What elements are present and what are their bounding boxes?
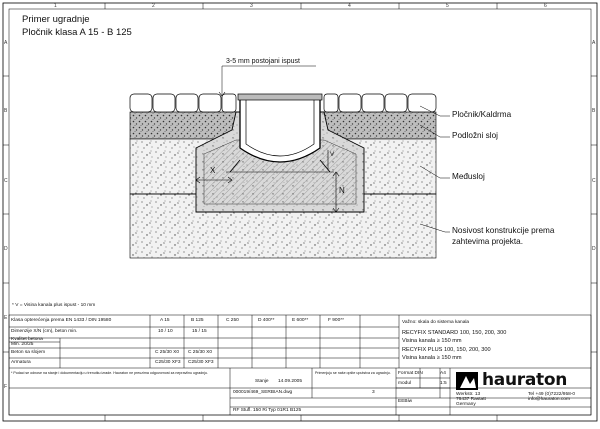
callout-ispust: 3-5 mm postojani ispust xyxy=(226,58,300,65)
grid-col-5: 5 xyxy=(446,3,449,9)
dim-b125: 15 / 15 xyxy=(192,329,207,334)
format-label: Format DIN xyxy=(398,371,423,376)
label-paving: Pločnik/Kaldrma xyxy=(452,110,512,119)
grid-col-2: 2 xyxy=(152,3,155,9)
grid-row-b: B xyxy=(4,108,8,114)
grid-row-c-right: C xyxy=(592,178,596,184)
company-logo-text: hauraton xyxy=(482,370,568,390)
grid-row-f: F xyxy=(4,384,8,390)
label-sublayer: Podložni sloj xyxy=(452,131,498,140)
grid-row-e: E xyxy=(4,315,8,321)
class-e600: E 600** xyxy=(292,318,309,323)
hauraton-logo-mark xyxy=(456,372,478,390)
module-label: modul xyxy=(398,381,412,386)
product-heading: Važno: skala do sistema kanala xyxy=(402,320,470,325)
dim-a15: 10 / 10 xyxy=(158,329,173,334)
product-line-4: Visina kanala ≥ 150 mm xyxy=(402,355,462,361)
reinf-a15: C25/30 XF3 xyxy=(155,360,181,365)
dim-n-label: N xyxy=(339,186,345,195)
drawing-subtitle: Pločnik klasa A 15 - B 125 xyxy=(22,27,132,38)
row-concrete-label: Kvalitet betona xyxy=(11,337,43,342)
row-reinforcement-label: Armatura xyxy=(11,360,31,365)
label-interlayer: Međusloj xyxy=(452,172,485,181)
product-line-3: RECYFIX PLUS 100, 150, 200, 300 xyxy=(402,347,491,353)
dim-x-label: X xyxy=(210,166,216,175)
format-value: A4 xyxy=(440,371,446,376)
paving-stones-right xyxy=(324,94,436,112)
grid-col-4: 4 xyxy=(348,3,351,9)
company-address-3: Germany xyxy=(456,402,476,407)
dim-v-label: V xyxy=(330,152,335,158)
paving-stones-left xyxy=(130,94,236,112)
layer-b125: C 25/30 X0 xyxy=(188,350,213,355)
lang-code: EEBiw xyxy=(398,399,413,404)
row-layer-label: Beton sa slojem xyxy=(11,350,46,355)
row-dimensions-label: Dimenzije X/N (cm), beton min. xyxy=(11,329,78,334)
reinf-b125: C25/30 XF3 xyxy=(188,360,214,365)
drawing-reference: RF Stufl. 150 Ri Typ 01R1 B125 xyxy=(233,408,302,413)
sheet-number: 3 xyxy=(372,390,375,395)
label-load-bearing-2: zahtevima projekta. xyxy=(452,237,523,246)
row-load-class-label: Klasa opterećenja prema EN 1433 / DIN 19580 xyxy=(11,318,112,323)
grid-col-1: 1 xyxy=(54,3,57,9)
stamp-date: 14.09.2005 xyxy=(278,379,303,384)
row-concrete-sub: Min. 20/25 xyxy=(11,342,34,347)
stamp-note: Primenjuju se naše opšte uputstva za ugradnju. xyxy=(315,371,391,375)
class-f900: F 900** xyxy=(328,318,344,323)
label-load-bearing-1: Nosivost konstrukcije prema xyxy=(452,226,555,235)
class-a15: A 15 xyxy=(160,318,170,323)
grid-col-3: 3 xyxy=(250,3,253,9)
class-b125: B 125 xyxy=(191,318,204,323)
grid-row-d: D xyxy=(4,246,8,252)
drawing-title: Primer ugradnje xyxy=(22,14,90,25)
class-d400: D 400** xyxy=(258,318,275,323)
grid-col-6: 6 xyxy=(544,3,547,9)
grid-row-a-right: A xyxy=(592,40,596,46)
grid-row-d-right: D xyxy=(592,246,596,252)
channel-grate xyxy=(238,94,322,100)
footnote-v: * V = Visina kanala plus ispust - 10 mm xyxy=(12,303,96,308)
stamp-label: Stanje xyxy=(255,379,269,384)
grid-row-c: C xyxy=(4,178,8,184)
company-address-2: 76437 Rastatt xyxy=(456,397,486,402)
company-email: info@hauraton.com xyxy=(528,397,570,402)
product-line-2: Visina kanala ≥ 150 mm xyxy=(402,338,462,344)
grid-row-a: A xyxy=(4,40,8,46)
company-address-1: Werkstr. 13 xyxy=(456,392,481,397)
product-line-1: RECYFIX STANDARD 100, 150, 200, 300 xyxy=(402,330,507,336)
legal-footnote: * Podaci se odnose na stanje i dokumentaciju u trenutku izrade. Hauraton ne preuzima odgovornost za nepravilnu ugradnju. xyxy=(11,371,208,375)
company-phone: Tel +49 (0)7222/958-0 xyxy=(528,392,576,397)
module-value: 1:5 xyxy=(440,381,447,386)
layer-a15: C 25/30 X0 xyxy=(155,350,180,355)
grid-row-b-right: B xyxy=(592,108,596,114)
class-c250: C 250 xyxy=(226,318,239,323)
file-id: 000019/469_SERBIAN.dwg xyxy=(233,390,293,395)
